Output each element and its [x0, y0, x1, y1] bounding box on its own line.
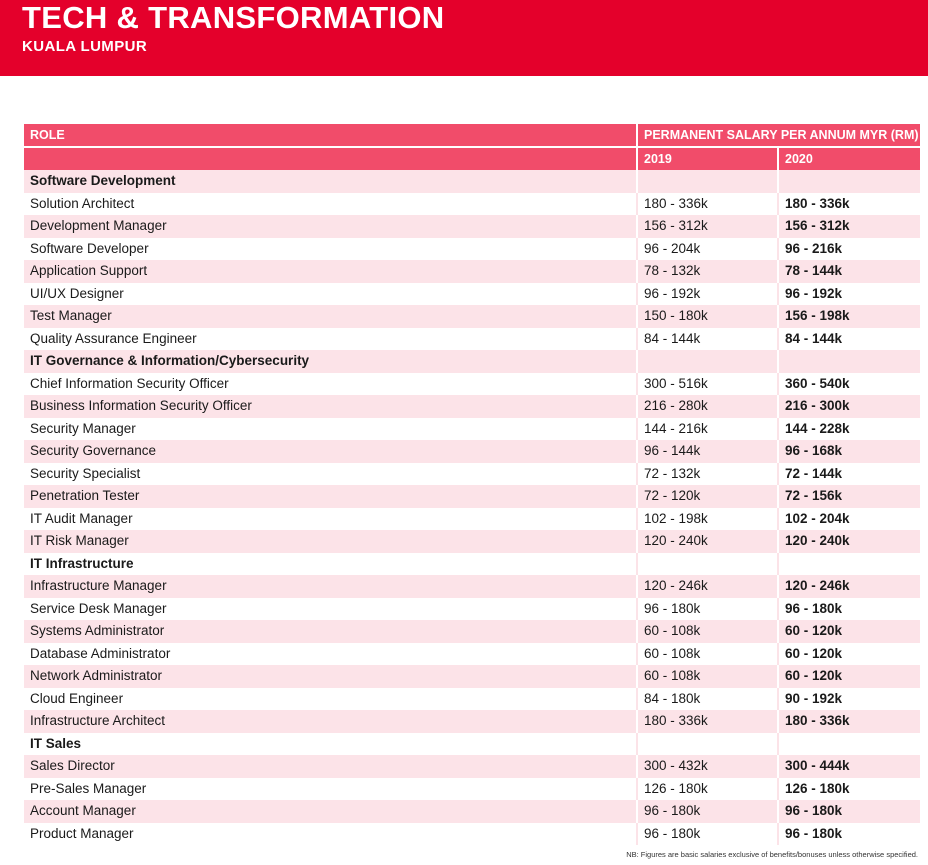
table-row: [24, 778, 920, 801]
header-2020: 2020: [777, 148, 920, 170]
table-row: [24, 823, 920, 846]
role-cell: Account Manager: [30, 803, 136, 818]
salary-2020-cell: 96 - 192k: [777, 283, 920, 306]
table-row: [24, 215, 920, 238]
salary-2020-cell: 156 - 198k: [777, 305, 920, 328]
salary-2020-cell: 78 - 144k: [777, 260, 920, 283]
salary-2020-cell: [777, 350, 920, 373]
salary-2019-cell: [636, 553, 777, 576]
salary-2019-cell: 96 - 144k: [636, 440, 777, 463]
role-cell: Sales Director: [30, 758, 115, 773]
salary-2019-cell: [636, 170, 777, 193]
salary-2020-cell: 96 - 180k: [777, 598, 920, 621]
table-row: [24, 238, 920, 261]
table-row: [24, 800, 920, 823]
role-cell: Cloud Engineer: [30, 690, 124, 706]
salary-2020-cell: 96 - 180k: [777, 823, 920, 846]
role-cell: IT Risk Manager: [30, 533, 129, 548]
salary-2020-cell: 60 - 120k: [777, 643, 920, 666]
table-row: [24, 305, 920, 328]
salary-2019-cell: 120 - 246k: [636, 575, 777, 598]
role-cell: Service Desk Manager: [30, 600, 167, 616]
role-cell: Security Manager: [30, 420, 136, 436]
table-row: [24, 665, 920, 688]
footnote: NB: Figures are basic salaries exclusive of benefits/bonuses unless otherwise specified.: [626, 850, 918, 859]
header-role: ROLE: [30, 128, 65, 142]
salary-2020-cell: 180 - 336k: [777, 193, 920, 216]
role-cell: Chief Information Security Officer: [30, 375, 229, 391]
salary-2019-cell: 72 - 132k: [636, 463, 777, 486]
salary-2019-cell: 72 - 120k: [636, 485, 777, 508]
page-banner: [0, 0, 928, 76]
salary-2019-cell: 120 - 240k: [636, 530, 777, 553]
table-row: [24, 328, 920, 351]
table-row: [24, 418, 920, 441]
salary-2019-cell: 84 - 180k: [636, 688, 777, 711]
section-title: Software Development: [30, 173, 176, 188]
role-cell: Business Information Security Officer: [30, 398, 252, 413]
page-title: TECH & TRANSFORMATION: [22, 0, 445, 35]
role-cell: Solution Architect: [30, 195, 135, 211]
table-row: [24, 440, 920, 463]
salary-2020-cell: 300 - 444k: [777, 755, 920, 778]
table-row: [24, 755, 920, 778]
salary-2020-cell: [777, 733, 920, 756]
salary-2019-cell: 216 - 280k: [636, 395, 777, 418]
page-subtitle: KUALA LUMPUR: [22, 38, 148, 55]
table-body: [24, 170, 920, 845]
role-cell: IT Audit Manager: [30, 510, 133, 526]
salary-2020-cell: 72 - 156k: [777, 485, 920, 508]
salary-2019-cell: 180 - 336k: [636, 710, 777, 733]
salary-2020-cell: 216 - 300k: [777, 395, 920, 418]
salary-2019-cell: 96 - 180k: [636, 823, 777, 846]
table-row: [24, 373, 920, 396]
salary-2019-cell: 126 - 180k: [636, 778, 777, 801]
section-row: [24, 170, 920, 193]
role-cell: Network Administrator: [30, 668, 163, 683]
salary-2020-cell: 90 - 192k: [777, 688, 920, 711]
salary-2019-cell: 84 - 144k: [636, 328, 777, 351]
salary-2020-cell: 96 - 216k: [777, 238, 920, 261]
salary-2019-cell: 78 - 132k: [636, 260, 777, 283]
role-cell: Software Developer: [30, 240, 149, 256]
role-cell: Systems Administrator: [30, 623, 165, 638]
salary-2020-cell: 96 - 180k: [777, 800, 920, 823]
role-cell: Test Manager: [30, 308, 112, 323]
salary-2020-cell: 360 - 540k: [777, 373, 920, 396]
table-row: [24, 710, 920, 733]
subheader-role-blank: [24, 148, 636, 170]
salary-2020-cell: 120 - 246k: [777, 575, 920, 598]
table-row: [24, 575, 920, 598]
salary-2020-cell: 96 - 168k: [777, 440, 920, 463]
table-row: [24, 643, 920, 666]
header-2019: 2019: [636, 148, 777, 170]
salary-2020-cell: 126 - 180k: [777, 778, 920, 801]
salary-2019-cell: 96 - 192k: [636, 283, 777, 306]
role-cell: Penetration Tester: [30, 488, 140, 503]
salary-2020-cell: 180 - 336k: [777, 710, 920, 733]
salary-2020-cell: [777, 170, 920, 193]
salary-2020-cell: 102 - 204k: [777, 508, 920, 531]
table-row: [24, 620, 920, 643]
role-cell: Development Manager: [30, 218, 167, 233]
salary-table: [24, 124, 920, 845]
role-cell: Infrastructure Architect: [30, 713, 166, 728]
salary-2020-cell: 60 - 120k: [777, 665, 920, 688]
table-row: [24, 193, 920, 216]
section-row: [24, 350, 920, 373]
table-row: [24, 485, 920, 508]
section-title: IT Sales: [30, 735, 82, 751]
table-subheader-row: [24, 146, 920, 170]
salary-2019-cell: [636, 733, 777, 756]
section-row: [24, 553, 920, 576]
table-row: [24, 395, 920, 418]
table-row: [24, 260, 920, 283]
role-cell: Application Support: [30, 263, 148, 278]
salary-2019-cell: 144 - 216k: [636, 418, 777, 441]
table-row: [24, 688, 920, 711]
salary-2019-cell: [636, 350, 777, 373]
role-cell: Pre-Sales Manager: [30, 780, 147, 796]
table-row: [24, 463, 920, 486]
section-title: IT Infrastructure: [30, 555, 134, 571]
salary-2020-cell: 84 - 144k: [777, 328, 920, 351]
salary-2019-cell: 102 - 198k: [636, 508, 777, 531]
salary-2019-cell: 180 - 336k: [636, 193, 777, 216]
salary-2019-cell: 300 - 432k: [636, 755, 777, 778]
section-row: [24, 733, 920, 756]
salary-2019-cell: 60 - 108k: [636, 620, 777, 643]
salary-2019-cell: 60 - 108k: [636, 665, 777, 688]
table-row: [24, 530, 920, 553]
salary-2019-cell: 96 - 204k: [636, 238, 777, 261]
salary-2019-cell: 150 - 180k: [636, 305, 777, 328]
salary-2019-cell: 60 - 108k: [636, 643, 777, 666]
salary-2019-cell: 96 - 180k: [636, 598, 777, 621]
role-cell: Security Governance: [30, 443, 157, 458]
salary-2020-cell: 72 - 144k: [777, 463, 920, 486]
table-row: [24, 508, 920, 531]
salary-2020-cell: 120 - 240k: [777, 530, 920, 553]
role-cell: UI/UX Designer: [30, 285, 124, 301]
salary-2019-cell: 300 - 516k: [636, 373, 777, 396]
salary-2019-cell: 96 - 180k: [636, 800, 777, 823]
salary-2020-cell: 60 - 120k: [777, 620, 920, 643]
role-cell: Quality Assurance Engineer: [30, 330, 197, 346]
salary-2020-cell: 144 - 228k: [777, 418, 920, 441]
salary-2020-cell: 156 - 312k: [777, 215, 920, 238]
role-cell: Infrastructure Manager: [30, 578, 167, 593]
salary-2019-cell: 156 - 312k: [636, 215, 777, 238]
salary-2020-cell: [777, 553, 920, 576]
table-header-row: [24, 124, 920, 146]
role-cell: Product Manager: [30, 825, 134, 841]
role-cell: Database Administrator: [30, 645, 171, 661]
table-row: [24, 283, 920, 306]
role-cell: Security Specialist: [30, 465, 141, 481]
section-title: IT Governance & Information/Cybersecurity: [30, 353, 310, 368]
table-row: [24, 598, 920, 621]
header-salary: PERMANENT SALARY PER ANNUM MYR (RM): [636, 124, 920, 146]
